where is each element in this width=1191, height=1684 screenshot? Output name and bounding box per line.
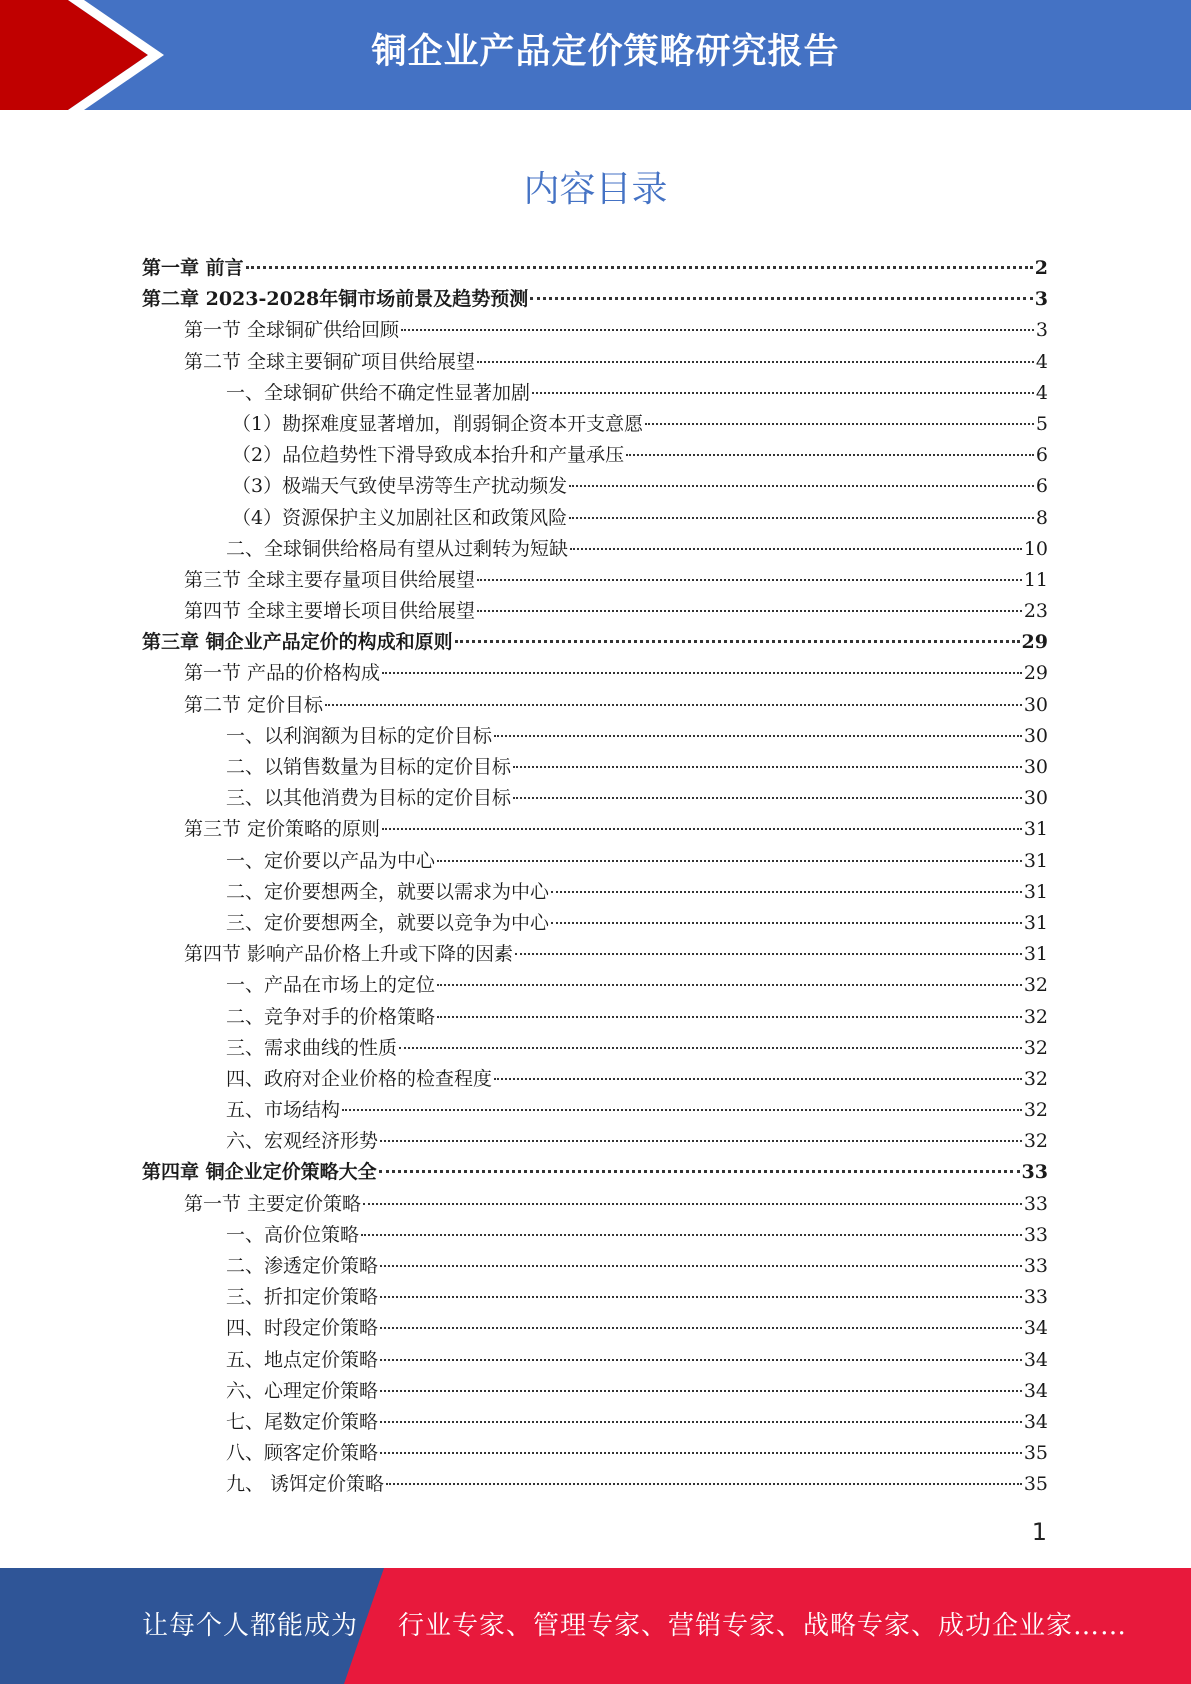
toc-entry[interactable] [142, 846, 1048, 877]
toc-entry-title: 七、尾数定价策略 [226, 1410, 379, 1433]
toc-entry-page: 34 [1023, 1379, 1048, 1402]
toc-dot-leader [380, 1327, 1022, 1329]
toc-entry-page: 31 [1023, 849, 1048, 872]
toc-dot-leader [361, 1234, 1022, 1236]
toc-entry[interactable] [142, 1157, 1048, 1188]
toc-entry-page: 35 [1023, 1473, 1048, 1496]
toc-entry[interactable] [142, 284, 1048, 315]
toc-dot-leader [494, 1078, 1022, 1080]
toc-entry[interactable] [142, 1126, 1048, 1157]
toc-entry-page: 31 [1023, 880, 1048, 903]
toc-dot-leader [363, 1203, 1022, 1205]
toc-dot-leader [380, 1296, 1022, 1298]
toc-dot-leader [399, 1047, 1022, 1049]
toc-dot-leader [380, 1390, 1022, 1392]
toc-entry-page: 4 [1035, 350, 1048, 373]
toc-entry-title: 六、宏观经济形势 [226, 1130, 379, 1153]
toc-entry-title: 三、以其他消费为目标的定价目标 [226, 787, 512, 810]
toc-dot-leader [477, 610, 1022, 612]
toc-entry-page: 3 [1034, 288, 1048, 311]
toc-entry-page: 31 [1023, 943, 1048, 966]
toc-entry[interactable] [142, 409, 1048, 440]
toc-entry[interactable] [142, 1282, 1048, 1313]
toc-entry-title: 二、以销售数量为目标的定价目标 [226, 756, 512, 778]
toc-entry-page: 30 [1023, 693, 1048, 716]
toc-entry-title: 第三章 铜企业产品定价的构成和原则 [142, 631, 453, 654]
toc-entry-title: 五、市场结构 [226, 1099, 341, 1122]
toc-entry-page: 6 [1035, 475, 1048, 498]
table-of-contents [142, 253, 1048, 1501]
toc-entry-title: 第三节 定价策略的原则 [184, 818, 381, 841]
toc-entry-title: （3）极端天气致使旱涝等生产扰动频发 [232, 475, 568, 498]
toc-entry-page: 29 [1021, 631, 1048, 654]
toc-entry[interactable] [142, 253, 1048, 284]
toc-entry[interactable] [142, 1345, 1048, 1376]
toc-entry-title: 二、全球铜供给格局有望从过剩转为短缺 [226, 537, 569, 560]
toc-dot-leader [380, 1359, 1022, 1361]
toc-entry-title: （1）勘探难度显著增加，削弱铜企资本开支意愿 [232, 412, 644, 435]
footer-band [0, 1568, 1191, 1684]
toc-entry-page: 33 [1023, 1255, 1048, 1277]
toc-entry-title: 四、时段定价策略 [226, 1317, 379, 1340]
toc-dot-leader [569, 517, 1034, 519]
toc-entry[interactable] [142, 627, 1048, 658]
toc-entry[interactable] [142, 378, 1048, 409]
toc-entry[interactable] [142, 347, 1048, 378]
toc-entry-title: 六、心理定价策略 [226, 1379, 379, 1402]
toc-dot-leader [437, 984, 1022, 986]
toc-entry-page: 32 [1023, 1005, 1048, 1028]
toc-entry-title: 二、渗透定价策略 [226, 1255, 379, 1277]
toc-entry-title: 九、 诱饵定价策略 [226, 1473, 385, 1496]
toc-dot-leader [645, 423, 1034, 425]
toc-entry-page: 32 [1023, 1099, 1048, 1122]
toc-entry[interactable] [142, 752, 1048, 783]
toc-entry[interactable] [142, 440, 1048, 471]
toc-heading: 内容目录 [523, 169, 668, 210]
toc-dot-leader [437, 1016, 1022, 1018]
toc-entry[interactable] [142, 1438, 1048, 1469]
toc-entry[interactable] [142, 1407, 1048, 1438]
toc-entry[interactable] [142, 877, 1048, 908]
toc-entry-page: 30 [1023, 724, 1048, 747]
toc-dot-leader [515, 953, 1022, 955]
toc-entry-page: 30 [1023, 756, 1048, 778]
toc-entry-title: 第二章 2023-2028年铜市场前景及趋势预测 [142, 288, 529, 311]
toc-entry-title: 第二节 全球主要铜矿项目供给展望 [184, 350, 476, 373]
toc-entry[interactable] [142, 596, 1048, 627]
toc-entry-page: 31 [1023, 911, 1048, 934]
toc-entry[interactable] [142, 1220, 1048, 1251]
toc-entry[interactable] [142, 315, 1048, 346]
toc-entry-title: 三、需求曲线的性质 [226, 1036, 398, 1059]
toc-entry[interactable] [142, 471, 1048, 502]
toc-entry-page: 32 [1023, 1130, 1048, 1153]
header-band [0, 0, 1191, 110]
toc-dot-leader [494, 735, 1022, 737]
toc-entry[interactable] [142, 534, 1048, 565]
toc-entry-title: 第一章 前言 [142, 257, 244, 279]
toc-entry-page: 8 [1035, 506, 1048, 529]
toc-entry[interactable] [142, 1469, 1048, 1500]
toc-entry-page: 33 [1023, 1223, 1048, 1246]
toc-dot-leader [570, 548, 1022, 550]
toc-dot-leader [380, 1265, 1022, 1267]
toc-entry-title: 三、折扣定价策略 [226, 1286, 379, 1309]
toc-entry-title: 一、全球铜矿供给不确定性显著加剧 [226, 381, 531, 404]
toc-dot-leader [513, 797, 1022, 799]
toc-entry-page: 33 [1023, 1192, 1048, 1215]
page-number: 1 [1031, 1518, 1047, 1546]
toc-dot-leader [380, 1452, 1022, 1454]
toc-entry-page: 2 [1034, 257, 1048, 279]
toc-entry-page: 23 [1023, 600, 1048, 623]
toc-entry-page: 34 [1023, 1317, 1048, 1340]
toc-entry-title: 五、地点定价策略 [226, 1348, 379, 1371]
toc-dot-leader [513, 766, 1022, 768]
toc-entry-page: 5 [1035, 412, 1048, 435]
toc-entry-page: 30 [1023, 787, 1048, 810]
toc-entry-title: 一、高价位策略 [226, 1223, 360, 1246]
toc-entry-page: 32 [1023, 1036, 1048, 1059]
toc-entry[interactable] [142, 908, 1048, 939]
toc-dot-leader [380, 1421, 1022, 1423]
toc-entry-title: （2）品位趋势性下滑导致成本抬升和产量承压 [232, 444, 625, 467]
toc-dot-leader [477, 361, 1034, 363]
footer-slogan-right: 行业专家、管理专家、营销专家、战略专家、成功企业家…… [398, 1611, 1128, 1641]
toc-entry-title: 第二节 定价目标 [184, 693, 324, 716]
toc-entry[interactable] [142, 970, 1048, 1001]
toc-dot-leader [626, 454, 1034, 456]
toc-entry-page: 10 [1023, 537, 1048, 560]
toc-dot-leader [455, 640, 1020, 643]
toc-dot-leader [382, 672, 1022, 674]
toc-dot-leader [532, 392, 1034, 394]
toc-dot-leader [569, 485, 1034, 487]
toc-entry-title: 二、定价要想两全，就要以需求为中心 [226, 880, 550, 903]
toc-entry[interactable] [142, 721, 1048, 752]
toc-entry[interactable] [142, 658, 1048, 689]
toc-entry-title: 第一节 产品的价格构成 [184, 662, 381, 685]
toc-entry[interactable] [142, 503, 1048, 534]
toc-entry-page: 4 [1035, 381, 1048, 404]
report-title: 铜企业产品定价策略研究报告 [371, 32, 840, 72]
toc-entry-page: 31 [1023, 818, 1048, 841]
toc-entry[interactable] [142, 690, 1048, 721]
toc-entry[interactable] [142, 565, 1048, 596]
toc-dot-leader [437, 860, 1022, 862]
toc-entry-title: 第一节 全球铜矿供给回顾 [184, 319, 400, 342]
toc-dot-leader [530, 297, 1033, 300]
toc-entry-title: 一、以利润额为目标的定价目标 [226, 724, 493, 747]
toc-entry-page: 32 [1023, 974, 1048, 997]
toc-entry-page: 33 [1021, 1161, 1048, 1184]
toc-dot-leader [386, 1483, 1022, 1485]
footer-slogan-left: 让每个人都能成为 [142, 1611, 359, 1641]
toc-entry-title: 第一节 主要定价策略 [184, 1192, 362, 1215]
toc-dot-leader [246, 266, 1033, 269]
toc-entry[interactable] [142, 1376, 1048, 1407]
toc-entry[interactable] [142, 1251, 1048, 1282]
toc-entry-title: 八、顾客定价策略 [226, 1442, 379, 1465]
toc-entry-title: 一、定价要以产品为中心 [226, 849, 436, 872]
toc-entry-title: 第三节 全球主要存量项目供给展望 [184, 568, 476, 591]
toc-dot-leader [477, 579, 1022, 581]
toc-entry[interactable] [142, 1033, 1048, 1064]
toc-dot-leader [379, 1170, 1020, 1173]
toc-entry[interactable] [142, 939, 1048, 970]
toc-entry[interactable] [142, 1189, 1048, 1220]
toc-entry[interactable] [142, 814, 1048, 845]
toc-entry-page: 34 [1023, 1348, 1048, 1371]
toc-entry-page: 35 [1023, 1442, 1048, 1465]
toc-entry-page: 33 [1023, 1286, 1048, 1309]
toc-dot-leader [382, 828, 1022, 830]
toc-entry-title: 第四章 铜企业定价策略大全 [142, 1161, 377, 1184]
toc-entry[interactable] [142, 1313, 1048, 1344]
toc-entry-page: 32 [1023, 1067, 1048, 1090]
toc-entry-page: 34 [1023, 1410, 1048, 1433]
toc-dot-leader [325, 704, 1022, 706]
toc-entry[interactable] [142, 1064, 1048, 1095]
toc-entry-title: 三、定价要想两全，就要以竞争为中心 [226, 911, 550, 934]
toc-entry-title: 一、产品在市场上的定位 [226, 974, 436, 997]
toc-dot-leader [380, 1140, 1022, 1142]
toc-dot-leader [342, 1109, 1022, 1111]
toc-entry-page: 29 [1023, 662, 1048, 685]
toc-dot-leader [401, 329, 1034, 331]
toc-dot-leader [551, 891, 1022, 893]
toc-entry-title: 二、竞争对手的价格策略 [226, 1005, 436, 1028]
toc-entry[interactable] [142, 783, 1048, 814]
toc-entry-page: 6 [1035, 444, 1048, 467]
toc-entry-title: （4）资源保护主义加剧社区和政策风险 [232, 506, 568, 529]
toc-entry[interactable] [142, 1095, 1048, 1126]
toc-entry[interactable] [142, 1002, 1048, 1033]
toc-entry-page: 3 [1035, 319, 1048, 342]
toc-entry-title: 第四节 全球主要增长项目供给展望 [184, 600, 476, 623]
toc-dot-leader [551, 922, 1022, 924]
toc-entry-page: 11 [1023, 568, 1048, 591]
toc-entry-title: 第四节 影响产品价格上升或下降的因素 [184, 943, 514, 966]
toc-entry-title: 四、政府对企业价格的检查程度 [226, 1067, 493, 1090]
